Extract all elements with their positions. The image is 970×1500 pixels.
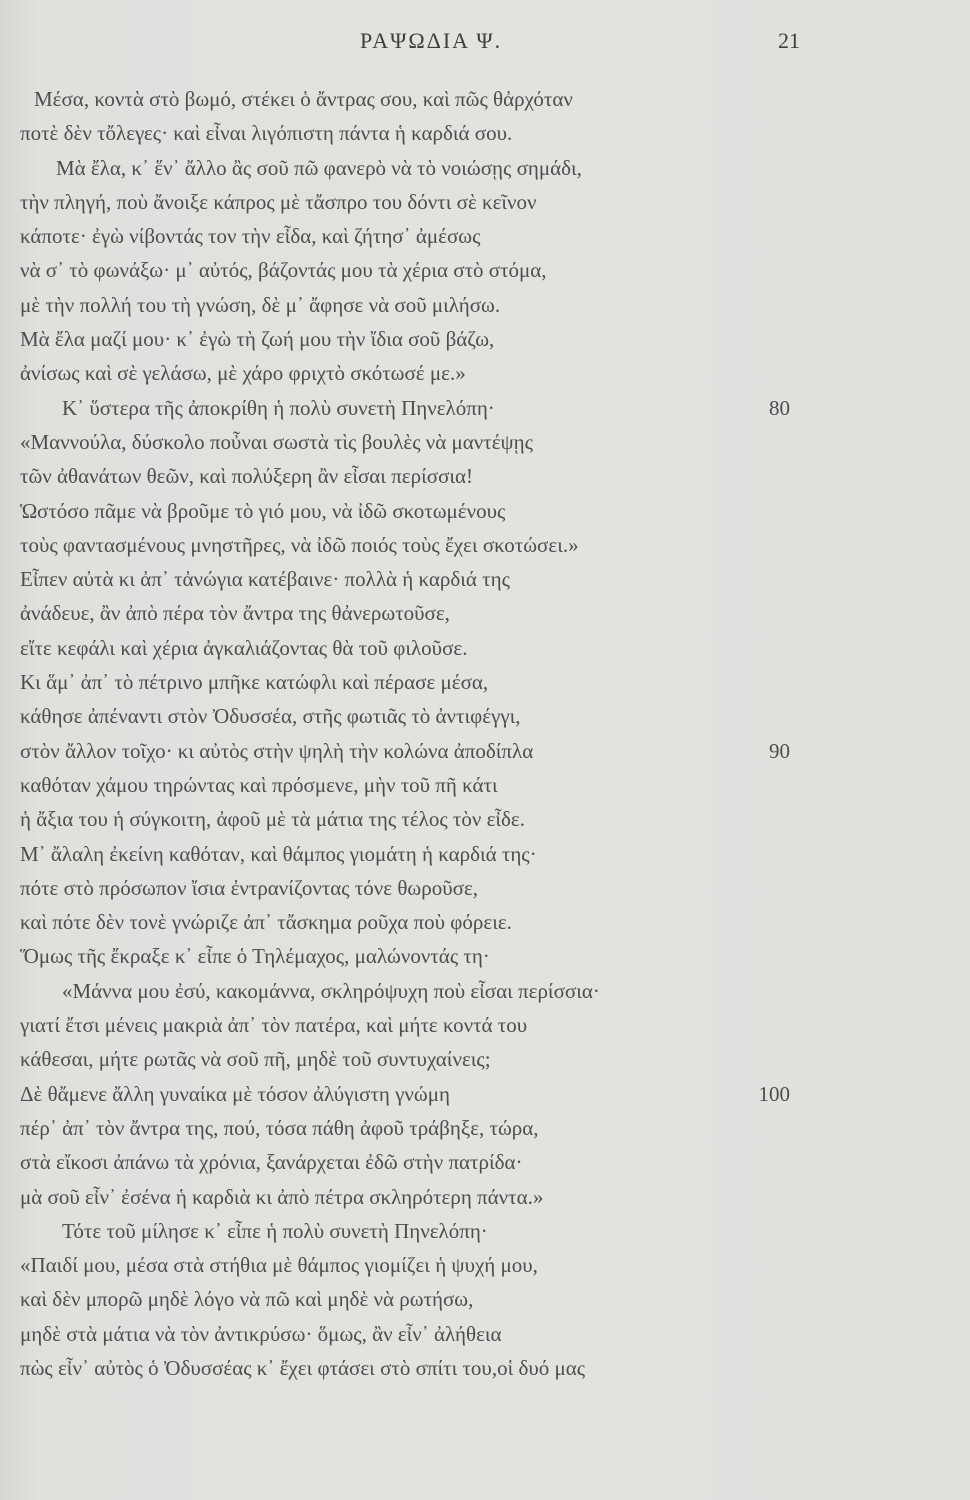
verse-line	[20, 974, 790, 1008]
verse-text: μὲ τὴν πολλή του τὴ γνώση, δὲ μ᾽ ἄφησε νὰ σοῦ μιλήσω.	[20, 292, 501, 317]
line-number: 80	[769, 395, 790, 420]
verse-line	[20, 425, 790, 459]
running-title: ΡΑΨΩΔΙΑ Ψ.	[360, 28, 503, 53]
verse-text: στὸν ἄλλον τοῖχο· κι αὐτὸς στὴν ψηλὴ τὴν κολώνα ἀποδίπλα	[20, 738, 534, 763]
verse-text: τῶν ἀθανάτων θεῶν, καὶ πολύξερη ἂν εἶσαι περίσσια!	[20, 464, 474, 489]
verse-line	[20, 253, 790, 287]
verse-line	[20, 1351, 790, 1385]
verse-text: Κι ἅμ᾽ ἀπ᾽ τὸ πέτρινο μπῆκε κατώφλι καὶ πέρασε μέσα,	[20, 670, 489, 695]
verse-line	[20, 356, 790, 390]
verse-line	[20, 288, 790, 322]
verse-line	[20, 562, 790, 596]
verse-line	[20, 82, 790, 116]
verse-line	[20, 1180, 790, 1214]
verse-line	[20, 322, 790, 356]
verse-line	[20, 631, 790, 665]
verse-line	[20, 905, 790, 939]
verse-line	[20, 768, 790, 802]
verse-line	[20, 1111, 790, 1145]
verse-line	[20, 116, 790, 150]
verse-text: ἀνάδευε, ἂν ἀπὸ πέρα τὸν ἄντρα της θἀνερωτοῦσε,	[20, 601, 450, 626]
verse-text: «Μάννα μου ἐσύ, κακομάννα, σκληρόψυχη ποὺ εἶσαι περίσσια·	[62, 978, 600, 1003]
verse-line	[20, 802, 790, 836]
verse-line	[20, 939, 790, 973]
verse-text: ἀνίσως καὶ σὲ γελάσω, μὲ χάρο φριχτὸ σκότωσέ με.»	[20, 361, 466, 386]
verse-line	[20, 1317, 790, 1351]
verse-text: καὶ δὲν μπορῶ μηδὲ λόγο νὰ πῶ καὶ μηδὲ νὰ ρωτήσω,	[20, 1287, 474, 1312]
verse-text: «Παιδί μου, μέσα στὰ στήθια μὲ θάμπος γιομίζει ἡ ψυχή μου,	[20, 1253, 538, 1278]
line-number: 90	[769, 738, 790, 763]
page-number: 21	[778, 28, 800, 53]
verse-line	[20, 871, 790, 905]
verse-text: πέρ᾽ ἀπ᾽ τὸν ἄντρα της, πού, τόσα πάθη ἀφοῦ τράβηξε, τώρα,	[20, 1115, 539, 1140]
verse-text: τὴν πληγή, ποὺ ἄνοιξε κάπρος μὲ τἄσπρο του δόντι σὲ κεῖνον	[20, 189, 537, 214]
verse-line	[20, 151, 790, 185]
verse-line	[20, 837, 790, 871]
verse-text: εἴτε κεφάλι καὶ χέρια ἀγκαλιάζοντας θὰ τοῦ φιλοῦσε.	[20, 635, 468, 660]
verse-line	[20, 1145, 790, 1179]
verse-line	[20, 528, 790, 562]
verse-text: γιατί ἔτσι μένεις μακριὰ ἀπ᾽ τὸν πατέρα, καὶ μήτε κοντά του	[20, 1013, 528, 1038]
verse-line	[20, 1008, 790, 1042]
verse-text: Δὲ θἄμενε ἄλλη γυναίκα μὲ τόσον ἀλύγιστη γνώμη	[20, 1081, 450, 1106]
verse-line	[20, 459, 790, 493]
verse-text: Μ᾽ ἄλαλη ἐκείνη καθόταν, καὶ θάμπος γιομάτη ἡ καρδιά της·	[20, 841, 537, 866]
verse-line	[20, 494, 790, 528]
verse-line	[20, 1248, 790, 1282]
verse-text: μηδὲ στὰ μάτια νὰ τὸν ἀντικρύσω· ὅμως, ἂν εἶν᾽ ἀλήθεια	[20, 1321, 502, 1346]
verse-line	[20, 734, 790, 768]
verse-text: πότε στὸ πρόσωπον ἴσια ἐντρανίζοντας τόνε θωροῦσε,	[20, 875, 479, 900]
verse-text: Μὰ ἔλα, κ᾽ ἕν᾽ ἄλλο ἂς σοῦ πῶ φανερὸ νὰ τὸ νοιώσῃς σημάδι,	[56, 155, 582, 180]
verse-text: κάθησε ἀπέναντι στὸν Ὀδυσσέα, στῆς φωτιᾶς τὸ ἀντιφέγγι,	[20, 704, 521, 729]
verse-text: καὶ πότε δὲν τονὲ γνώριζε ἀπ᾽ τἄσκημα ροῦχα ποὺ φόρειε.	[20, 910, 512, 935]
poem-text	[20, 82, 790, 1385]
verse-text: «Μαννούλα, δύσκολο ποὖναι σωστὰ τὶς βουλὲς νὰ μαντέψῃς	[20, 429, 533, 454]
verse-line	[20, 1214, 790, 1248]
verse-text: Τότε τοῦ μίλησε κ᾽ εἶπε ἡ πολὺ συνετὴ Πηνελόπη·	[62, 1218, 488, 1243]
verse-text: μὰ σοῦ εἶν᾽ ἐσένα ἡ καρδιὰ κι ἀπὸ πέτρα σκληρότερη πάντα.»	[20, 1184, 544, 1209]
verse-text: τοὺς φαντασμένους μνηστῆρες, νὰ ἰδῶ ποιός τοὺς ἔχει σκοτώσει.»	[20, 532, 579, 557]
verse-line	[20, 219, 790, 253]
verse-text: Μὰ ἔλα μαζί μου· κ᾽ ἐγὼ τὴ ζωή μου τὴν ἴδια σοῦ βάζω,	[20, 327, 495, 352]
line-number: 100	[758, 1081, 790, 1106]
verse-line	[20, 1282, 790, 1316]
verse-text: ἡ ἄξια του ἡ σύγκοιτη, ἀφοῦ μὲ τὰ μάτια της τέλος τὸν εἶδε.	[20, 807, 526, 832]
verse-text: νὰ σ᾽ τὸ φωνάξω· μ᾽ αὐτός, βάζοντάς μου τὰ χέρια στὸ στόμα,	[20, 258, 547, 283]
verse-line	[20, 391, 790, 425]
verse-text: καθόταν χάμου τηρώντας καὶ πρόσμενε, μὴν τοῦ πῆ κάτι	[20, 772, 498, 797]
verse-line	[20, 699, 790, 733]
verse-text: Ὅμως τῆς ἔκραξε κ᾽ εἶπε ὁ Τηλέμαχος, μαλώνοντάς τη·	[20, 944, 490, 969]
verse-text: Κ᾽ ὕστερα τῆς ἀποκρίθη ἡ πολὺ συνετὴ Πηνελόπη·	[62, 395, 495, 420]
verse-text: κάθεσαι, μήτε ρωτᾶς νὰ σοῦ πῆ, μηδὲ τοῦ συντυχαίνεις;	[20, 1047, 491, 1072]
verse-text: στὰ εἴκοσι ἀπάνω τὰ χρόνια, ξανάρχεται ἐδῶ στὴν πατρίδα·	[20, 1150, 523, 1175]
verse-line	[20, 1077, 790, 1111]
verse-text: Μέσα, κοντὰ στὸ βωμό, στέκει ὁ ἄντρας σου, καὶ πῶς θἀρχόταν	[34, 87, 573, 111]
verse-text: ποτὲ δὲν τὄλεγες· καὶ εἶναι λιγόπιστη πάντα ἡ καρδιά σου.	[20, 121, 513, 146]
verse-text: πὼς εἶν᾽ αὐτὸς ὁ Ὀδυσσέας κ᾽ ἔχει φτάσει στὸ σπίτι του,οἱ δυό μας	[20, 1355, 586, 1380]
verse-line	[20, 185, 790, 219]
verse-line	[20, 1042, 790, 1076]
page-header	[0, 24, 970, 60]
verse-line	[20, 596, 790, 630]
verse-line	[20, 665, 790, 699]
verse-text: Ὡστόσο πᾶμε νὰ βροῦμε τὸ γιό μου, νὰ ἰδῶ σκοτωμένους	[20, 498, 506, 523]
verse-text: Εἶπεν αὐτὰ κι ἀπ᾽ τἀνώγια κατέβαινε· πολλὰ ἡ καρδιά της	[20, 567, 510, 592]
verse-text: κάποτε· ἐγὼ νίβοντάς τον τὴν εἶδα, καὶ ζήτησ᾽ ἀμέσως	[20, 224, 481, 249]
